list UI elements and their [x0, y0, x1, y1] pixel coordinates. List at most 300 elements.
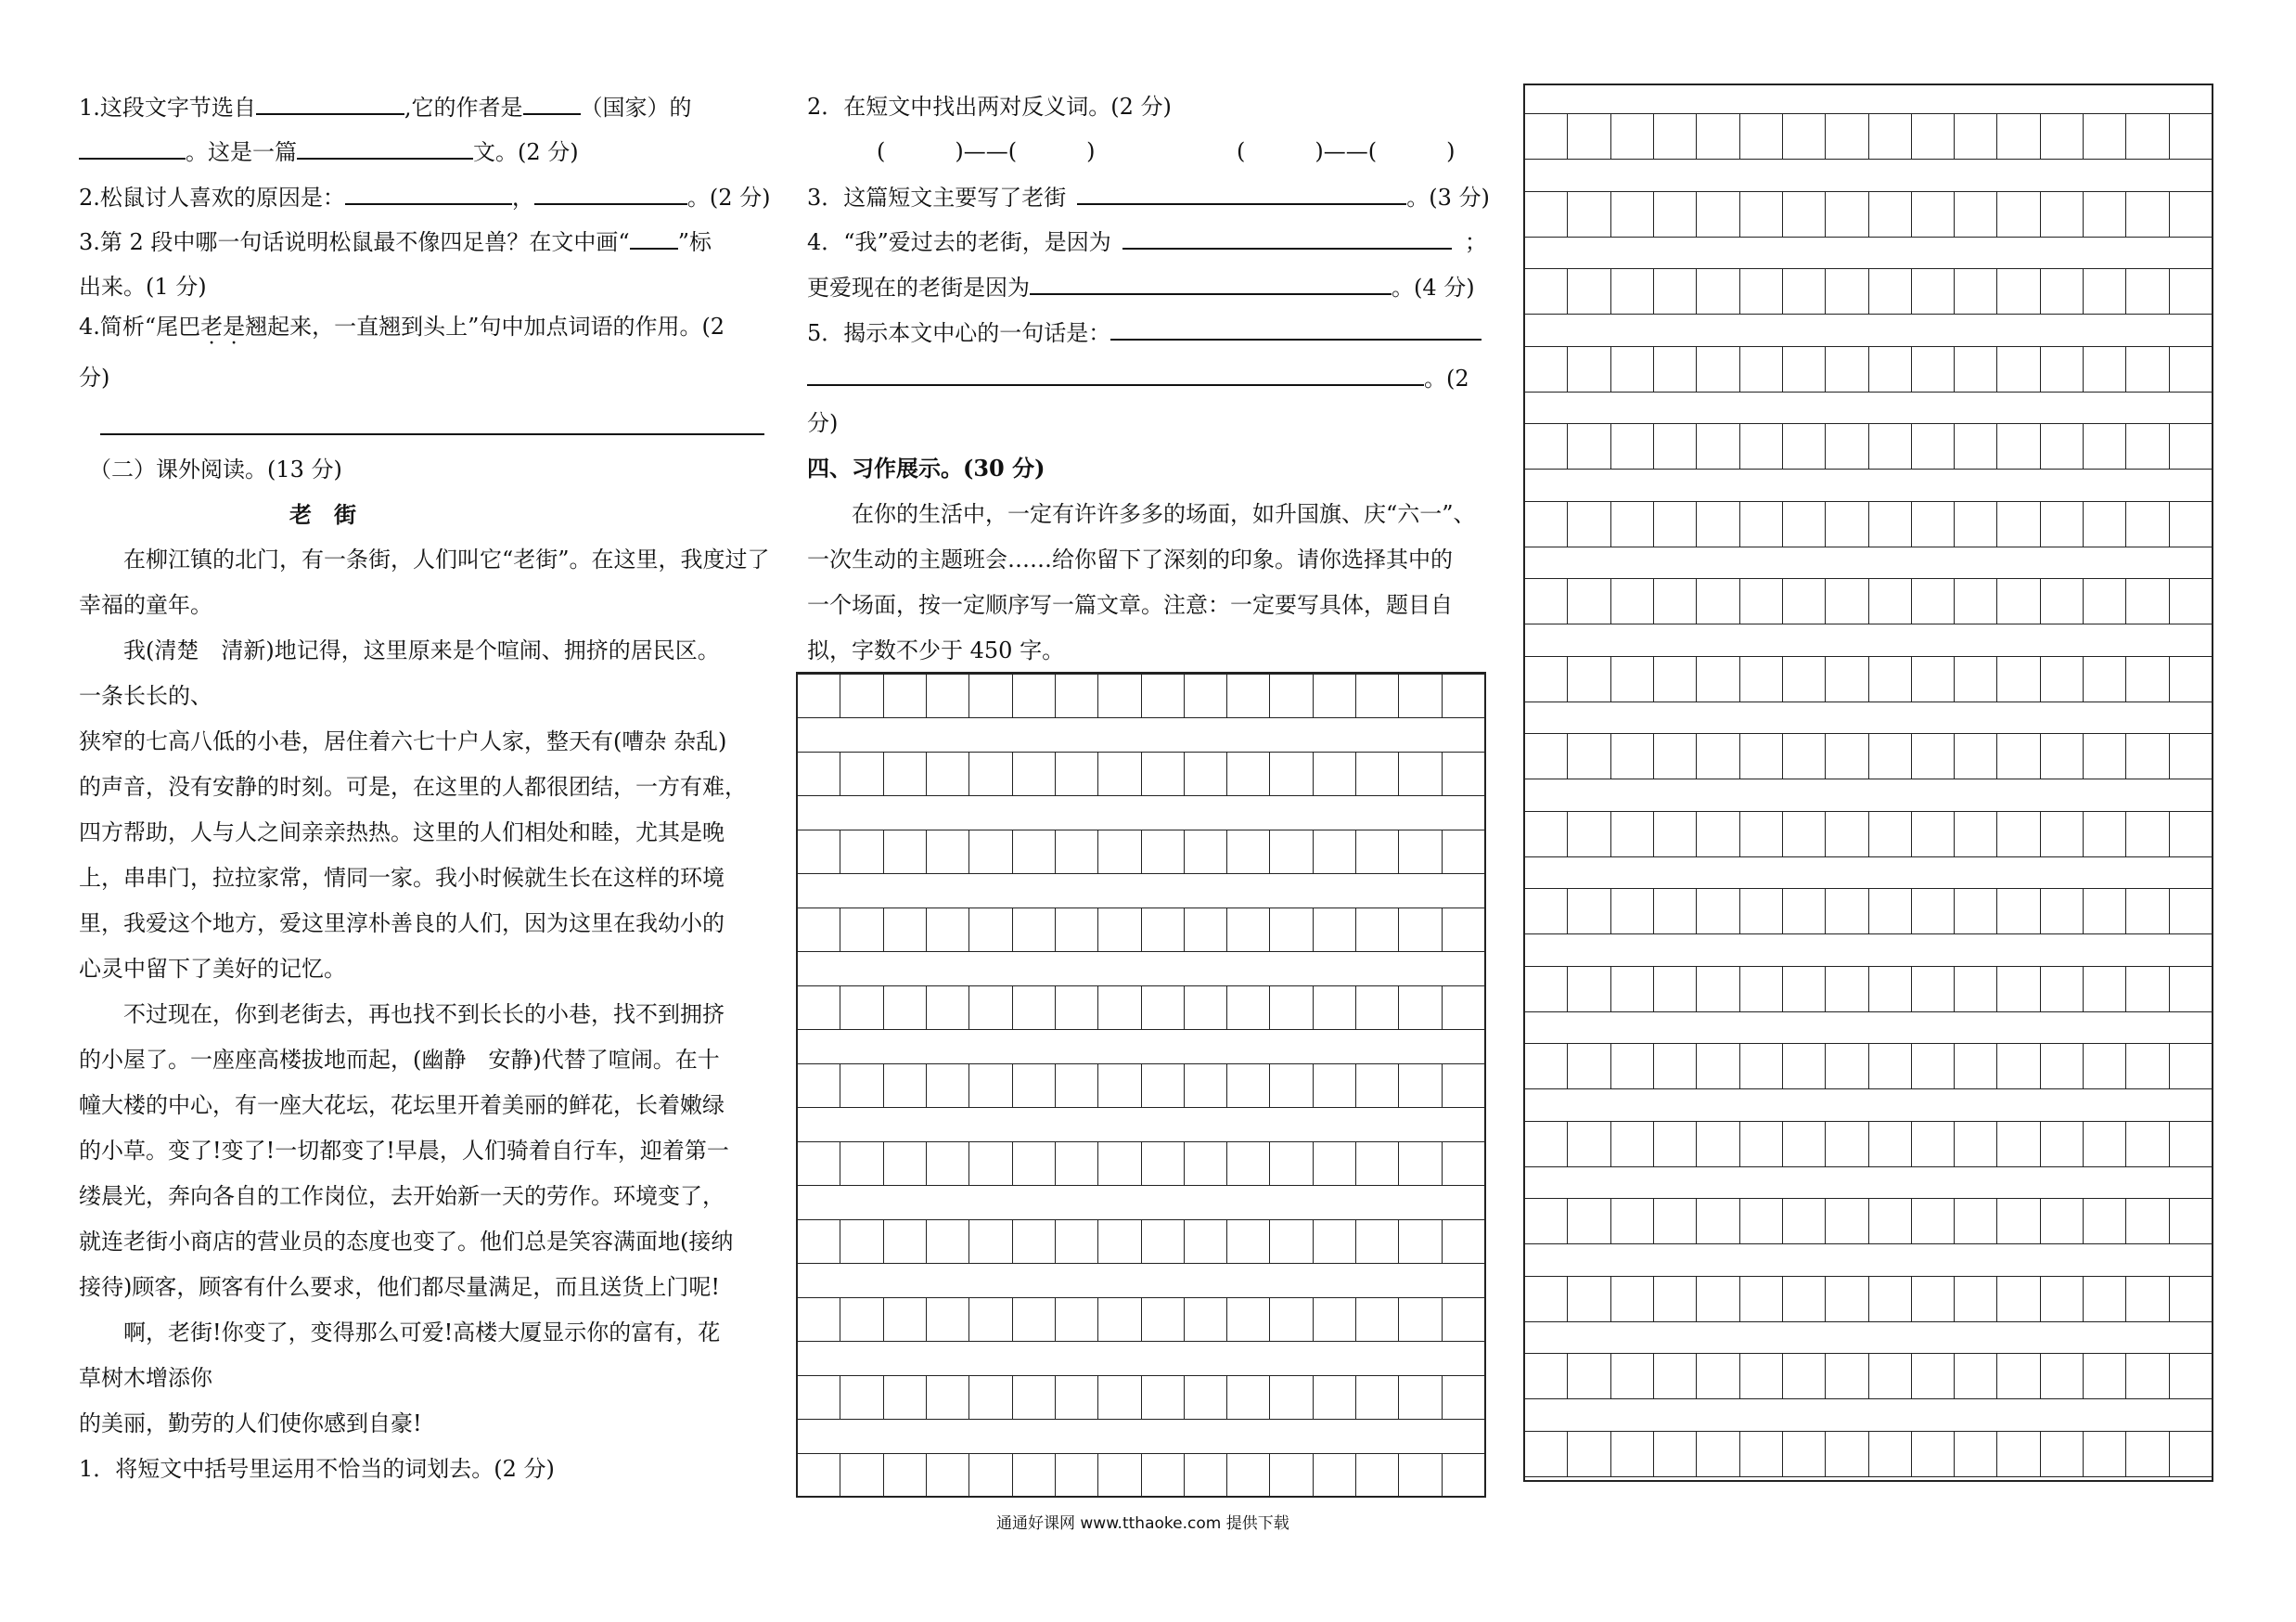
grid-cell[interactable] — [1911, 1431, 1954, 1477]
grid-cell[interactable] — [1442, 674, 1484, 718]
grid-cell[interactable] — [1653, 268, 1696, 315]
grid-cell[interactable] — [1610, 423, 1653, 470]
grid-cell[interactable] — [2169, 501, 2212, 547]
grid-cell[interactable] — [1184, 1063, 1226, 1108]
grid-cell[interactable] — [1868, 733, 1911, 779]
grid-cell[interactable] — [1525, 1121, 1567, 1167]
grid-cell[interactable] — [1141, 1063, 1184, 1108]
grid-cell[interactable] — [1868, 1043, 1911, 1089]
grid-cell[interactable] — [1739, 733, 1782, 779]
grid-cell[interactable] — [926, 1219, 968, 1264]
grid-cell[interactable] — [1825, 888, 1867, 934]
grid-cell[interactable] — [2125, 268, 2168, 315]
grid-cell[interactable] — [1954, 1198, 1996, 1244]
grid-cell[interactable] — [1269, 1375, 1312, 1420]
grid-cell[interactable] — [2169, 733, 2212, 779]
grid-cell[interactable] — [2040, 578, 2083, 624]
antonym-pair-2[interactable]: ( )——( ) — [1237, 138, 1456, 164]
answer-blank[interactable] — [256, 93, 404, 115]
grid-cell[interactable] — [1055, 985, 1097, 1030]
grid-cell[interactable] — [1825, 1043, 1867, 1089]
grid-cell[interactable] — [1954, 1353, 1996, 1399]
grid-cell[interactable] — [1442, 830, 1484, 874]
grid-cell[interactable] — [1226, 908, 1269, 952]
grid-cell[interactable] — [1696, 191, 1738, 238]
grid-cell[interactable] — [1398, 1297, 1441, 1342]
grid-cell[interactable] — [1696, 1198, 1738, 1244]
grid-cell[interactable] — [798, 674, 840, 718]
grid-cell[interactable] — [1610, 1198, 1653, 1244]
grid-cell[interactable] — [1141, 908, 1184, 952]
grid-cell[interactable] — [2083, 888, 2125, 934]
grid-cell[interactable] — [1996, 1276, 2039, 1322]
grid-cell[interactable] — [1567, 191, 1610, 238]
grid-cell[interactable] — [2083, 113, 2125, 160]
grid-cell[interactable] — [1141, 674, 1184, 718]
grid-cell[interactable] — [1567, 423, 1610, 470]
grid-cell[interactable] — [1525, 1431, 1567, 1477]
grid-cell[interactable] — [1996, 1121, 2039, 1167]
grid-cell[interactable] — [1525, 1276, 1567, 1322]
grid-cell[interactable] — [798, 830, 840, 874]
grid-cell[interactable] — [1055, 830, 1097, 874]
grid-cell[interactable] — [1226, 1297, 1269, 1342]
grid-cell[interactable] — [1696, 346, 1738, 393]
grid-cell[interactable] — [1226, 1141, 1269, 1186]
grid-cell[interactable] — [1355, 1063, 1398, 1108]
grid-cell[interactable] — [2125, 1353, 2168, 1399]
grid-cell[interactable] — [798, 752, 840, 796]
grid-cell[interactable] — [1610, 811, 1653, 857]
grid-cell[interactable] — [1825, 1353, 1867, 1399]
grid-cell[interactable] — [1141, 752, 1184, 796]
grid-cell[interactable] — [1911, 578, 1954, 624]
grid-cell[interactable] — [2040, 423, 2083, 470]
grid-cell[interactable] — [926, 1375, 968, 1420]
grid-cell[interactable] — [1097, 830, 1140, 874]
grid-cell[interactable] — [1567, 578, 1610, 624]
grid-cell[interactable] — [1097, 908, 1140, 952]
grid-cell[interactable] — [1653, 1276, 1696, 1322]
grid-cell[interactable] — [1012, 908, 1055, 952]
grid-cell[interactable] — [1610, 966, 1653, 1012]
grid-cell[interactable] — [1226, 830, 1269, 874]
grid-cell[interactable] — [926, 1453, 968, 1498]
grid-cell[interactable] — [1696, 1043, 1738, 1089]
grid-cell[interactable] — [1954, 268, 1996, 315]
grid-cell[interactable] — [1355, 830, 1398, 874]
grid-cell[interactable] — [1996, 346, 2039, 393]
grid-cell[interactable] — [1696, 1276, 1738, 1322]
grid-cell[interactable] — [1653, 888, 1696, 934]
grid-cell[interactable] — [1525, 501, 1567, 547]
grid-cell[interactable] — [1653, 578, 1696, 624]
grid-cell[interactable] — [2083, 1353, 2125, 1399]
grid-cell[interactable] — [1782, 966, 1825, 1012]
grid-cell[interactable] — [1996, 578, 2039, 624]
grid-cell[interactable] — [1954, 1043, 1996, 1089]
grid-cell[interactable] — [1868, 1121, 1911, 1167]
grid-cell[interactable] — [1226, 752, 1269, 796]
grid-cell[interactable] — [1610, 1043, 1653, 1089]
grid-cell[interactable] — [2125, 1276, 2168, 1322]
grid-cell[interactable] — [926, 752, 968, 796]
grid-cell[interactable] — [2169, 113, 2212, 160]
grid-cell[interactable] — [2040, 191, 2083, 238]
grid-cell[interactable] — [1911, 423, 1954, 470]
grid-cell[interactable] — [1739, 578, 1782, 624]
grid-cell[interactable] — [1313, 830, 1355, 874]
grid-cell[interactable] — [1739, 268, 1782, 315]
grid-cell[interactable] — [2169, 966, 2212, 1012]
grid-cell[interactable] — [1525, 113, 1567, 160]
grid-cell[interactable] — [840, 1219, 882, 1264]
grid-cell[interactable] — [1868, 346, 1911, 393]
grid-cell[interactable] — [926, 1297, 968, 1342]
grid-cell[interactable] — [1355, 674, 1398, 718]
grid-cell[interactable] — [2040, 1276, 2083, 1322]
grid-cell[interactable] — [1442, 1063, 1484, 1108]
grid-cell[interactable] — [1653, 1431, 1696, 1477]
grid-cell[interactable] — [1653, 113, 1696, 160]
grid-cell[interactable] — [2169, 346, 2212, 393]
grid-cell[interactable] — [883, 674, 926, 718]
answer-blank[interactable] — [79, 137, 186, 160]
grid-cell[interactable] — [1141, 1375, 1184, 1420]
grid-cell[interactable] — [2125, 578, 2168, 624]
grid-cell[interactable] — [883, 1141, 926, 1186]
grid-cell[interactable] — [1355, 1375, 1398, 1420]
grid-cell[interactable] — [1739, 1198, 1782, 1244]
grid-cell[interactable] — [1567, 501, 1610, 547]
grid-cell[interactable] — [2040, 966, 2083, 1012]
grid-cell[interactable] — [2083, 656, 2125, 702]
grid-cell[interactable] — [1868, 1431, 1911, 1477]
grid-cell[interactable] — [1567, 811, 1610, 857]
grid-cell[interactable] — [1313, 1375, 1355, 1420]
grid-cell[interactable] — [926, 1141, 968, 1186]
grid-cell[interactable] — [1525, 1353, 1567, 1399]
grid-cell[interactable] — [840, 1141, 882, 1186]
grid-cell[interactable] — [883, 1063, 926, 1108]
grid-cell[interactable] — [1782, 1431, 1825, 1477]
grid-cell[interactable] — [1525, 888, 1567, 934]
grid-cell[interactable] — [1610, 1431, 1653, 1477]
grid-cell[interactable] — [1868, 888, 1911, 934]
grid-cell[interactable] — [1954, 113, 1996, 160]
grid-cell[interactable] — [2040, 1121, 2083, 1167]
grid-cell[interactable] — [840, 1375, 882, 1420]
grid-cell[interactable] — [1954, 733, 1996, 779]
grid-cell[interactable] — [1012, 985, 1055, 1030]
grid-cell[interactable] — [1954, 191, 1996, 238]
grid-cell[interactable] — [1398, 1141, 1441, 1186]
grid-cell[interactable] — [2083, 1043, 2125, 1089]
grid-cell[interactable] — [1269, 1141, 1312, 1186]
grid-cell[interactable] — [798, 1141, 840, 1186]
grid-cell[interactable] — [1868, 656, 1911, 702]
grid-cell[interactable] — [1911, 1276, 1954, 1322]
grid-cell[interactable] — [1055, 1453, 1097, 1498]
grid-cell[interactable] — [1567, 268, 1610, 315]
grid-cell[interactable] — [2083, 501, 2125, 547]
grid-cell[interactable] — [1911, 1353, 1954, 1399]
grid-cell[interactable] — [1141, 1453, 1184, 1498]
grid-cell[interactable] — [968, 752, 1011, 796]
grid-cell[interactable] — [2040, 811, 2083, 857]
grid-cell[interactable] — [1442, 985, 1484, 1030]
grid-cell[interactable] — [1739, 966, 1782, 1012]
grid-cell[interactable] — [2125, 1043, 2168, 1089]
grid-cell[interactable] — [1653, 501, 1696, 547]
grid-cell[interactable] — [1184, 1141, 1226, 1186]
grid-cell[interactable] — [2169, 191, 2212, 238]
grid-cell[interactable] — [1996, 1353, 2039, 1399]
grid-cell[interactable] — [1355, 1297, 1398, 1342]
grid-cell[interactable] — [1996, 268, 2039, 315]
grid-cell[interactable] — [840, 985, 882, 1030]
grid-cell[interactable] — [1868, 811, 1911, 857]
grid-cell[interactable] — [2169, 268, 2212, 315]
grid-cell[interactable] — [1696, 733, 1738, 779]
grid-cell[interactable] — [2125, 733, 2168, 779]
grid-cell[interactable] — [1012, 1219, 1055, 1264]
grid-cell[interactable] — [1653, 966, 1696, 1012]
grid-cell[interactable] — [1653, 733, 1696, 779]
grid-cell[interactable] — [1567, 113, 1610, 160]
grid-cell[interactable] — [1911, 1121, 1954, 1167]
grid-cell[interactable] — [1911, 1043, 1954, 1089]
grid-cell[interactable] — [2083, 1121, 2125, 1167]
grid-cell[interactable] — [1996, 656, 2039, 702]
grid-cell[interactable] — [798, 1297, 840, 1342]
grid-cell[interactable] — [1782, 578, 1825, 624]
grid-cell[interactable] — [840, 1297, 882, 1342]
grid-cell[interactable] — [1954, 346, 1996, 393]
grid-cell[interactable] — [1825, 423, 1867, 470]
grid-cell[interactable] — [1782, 113, 1825, 160]
grid-cell[interactable] — [1141, 985, 1184, 1030]
grid-cell[interactable] — [1355, 985, 1398, 1030]
grid-cell[interactable] — [1825, 113, 1867, 160]
grid-cell[interactable] — [1567, 1198, 1610, 1244]
grid-cell[interactable] — [1696, 578, 1738, 624]
grid-cell[interactable] — [1825, 501, 1867, 547]
grid-cell[interactable] — [2083, 268, 2125, 315]
grid-cell[interactable] — [1696, 1121, 1738, 1167]
grid-cell[interactable] — [1567, 1121, 1610, 1167]
grid-cell[interactable] — [1868, 501, 1911, 547]
grid-cell[interactable] — [1442, 1375, 1484, 1420]
grid-cell[interactable] — [1055, 752, 1097, 796]
grid-cell[interactable] — [883, 1375, 926, 1420]
grid-cell[interactable] — [798, 1219, 840, 1264]
grid-cell[interactable] — [883, 752, 926, 796]
grid-cell[interactable] — [1610, 268, 1653, 315]
grid-cell[interactable] — [1055, 1063, 1097, 1108]
grid-cell[interactable] — [1868, 1353, 1911, 1399]
grid-cell[interactable] — [1782, 811, 1825, 857]
grid-cell[interactable] — [2125, 1431, 2168, 1477]
grid-cell[interactable] — [2083, 191, 2125, 238]
grid-cell[interactable] — [2040, 1198, 2083, 1244]
grid-cell[interactable] — [2169, 578, 2212, 624]
grid-cell[interactable] — [1097, 1375, 1140, 1420]
grid-cell[interactable] — [1782, 1276, 1825, 1322]
grid-cell[interactable] — [1696, 113, 1738, 160]
grid-cell[interactable] — [1355, 1453, 1398, 1498]
grid-cell[interactable] — [1355, 1141, 1398, 1186]
grid-cell[interactable] — [1442, 752, 1484, 796]
grid-cell[interactable] — [968, 1219, 1011, 1264]
grid-cell[interactable] — [1313, 1219, 1355, 1264]
grid-cell[interactable] — [2083, 423, 2125, 470]
grid-cell[interactable] — [1012, 1375, 1055, 1420]
grid-cell[interactable] — [1954, 1121, 1996, 1167]
grid-cell[interactable] — [1141, 1297, 1184, 1342]
grid-cell[interactable] — [2083, 733, 2125, 779]
grid-cell[interactable] — [926, 985, 968, 1030]
grid-cell[interactable] — [1055, 674, 1097, 718]
answer-blank[interactable] — [1030, 273, 1392, 295]
grid-cell[interactable] — [1739, 1276, 1782, 1322]
grid-cell[interactable] — [1911, 888, 1954, 934]
grid-cell[interactable] — [1269, 908, 1312, 952]
grid-cell[interactable] — [1097, 1141, 1140, 1186]
grid-cell[interactable] — [2083, 1198, 2125, 1244]
grid-cell[interactable] — [1782, 656, 1825, 702]
grid-cell[interactable] — [1226, 1219, 1269, 1264]
grid-cell[interactable] — [1184, 985, 1226, 1030]
grid-cell[interactable] — [1567, 733, 1610, 779]
grid-cell[interactable] — [1696, 423, 1738, 470]
grid-cell[interactable] — [1097, 752, 1140, 796]
grid-cell[interactable] — [1868, 966, 1911, 1012]
grid-cell[interactable] — [2040, 268, 2083, 315]
answer-blank[interactable] — [807, 364, 1424, 386]
grid-cell[interactable] — [1055, 1219, 1097, 1264]
grid-cell[interactable] — [1954, 811, 1996, 857]
grid-cell[interactable] — [2040, 1043, 2083, 1089]
grid-cell[interactable] — [1442, 1453, 1484, 1498]
grid-cell[interactable] — [1911, 811, 1954, 857]
grid-cell[interactable] — [1269, 752, 1312, 796]
grid-cell[interactable] — [1097, 985, 1140, 1030]
grid-cell[interactable] — [1825, 346, 1867, 393]
grid-cell[interactable] — [1825, 656, 1867, 702]
grid-cell[interactable] — [1525, 423, 1567, 470]
grid-cell[interactable] — [1954, 578, 1996, 624]
grid-cell[interactable] — [1269, 985, 1312, 1030]
grid-cell[interactable] — [2040, 888, 2083, 934]
grid-cell[interactable] — [1012, 752, 1055, 796]
grid-cell[interactable] — [1610, 578, 1653, 624]
grid-cell[interactable] — [1226, 1453, 1269, 1498]
grid-cell[interactable] — [1739, 888, 1782, 934]
grid-cell[interactable] — [2040, 1431, 2083, 1477]
composition-grid-right[interactable] — [1523, 84, 2213, 1482]
grid-cell[interactable] — [2169, 1121, 2212, 1167]
grid-cell[interactable] — [1653, 656, 1696, 702]
grid-cell[interactable] — [1567, 1043, 1610, 1089]
grid-cell[interactable] — [1097, 1297, 1140, 1342]
grid-cell[interactable] — [1696, 1431, 1738, 1477]
grid-cell[interactable] — [1911, 346, 1954, 393]
answer-blank[interactable] — [345, 183, 512, 205]
grid-cell[interactable] — [1996, 811, 2039, 857]
grid-cell[interactable] — [1911, 113, 1954, 160]
grid-cell[interactable] — [1825, 811, 1867, 857]
grid-cell[interactable] — [1525, 966, 1567, 1012]
grid-cell[interactable] — [1739, 1431, 1782, 1477]
grid-cell[interactable] — [1782, 1198, 1825, 1244]
grid-cell[interactable] — [1610, 1276, 1653, 1322]
grid-cell[interactable] — [1355, 908, 1398, 952]
grid-cell[interactable] — [2169, 1353, 2212, 1399]
grid-cell[interactable] — [1696, 1353, 1738, 1399]
grid-cell[interactable] — [968, 1375, 1011, 1420]
grid-cell[interactable] — [840, 830, 882, 874]
grid-cell[interactable] — [1911, 1198, 1954, 1244]
grid-cell[interactable] — [2083, 1431, 2125, 1477]
grid-cell[interactable] — [840, 752, 882, 796]
grid-cell[interactable] — [1610, 888, 1653, 934]
grid-cell[interactable] — [1653, 191, 1696, 238]
grid-cell[interactable] — [968, 1453, 1011, 1498]
grid-cell[interactable] — [1825, 733, 1867, 779]
grid-cell[interactable] — [1184, 752, 1226, 796]
grid-cell[interactable] — [1226, 985, 1269, 1030]
grid-cell[interactable] — [1911, 501, 1954, 547]
grid-cell[interactable] — [1825, 1276, 1867, 1322]
grid-cell[interactable] — [1012, 1063, 1055, 1108]
grid-cell[interactable] — [840, 1063, 882, 1108]
grid-cell[interactable] — [1184, 1375, 1226, 1420]
grid-cell[interactable] — [1954, 501, 1996, 547]
grid-cell[interactable] — [1398, 1063, 1441, 1108]
grid-cell[interactable] — [883, 908, 926, 952]
grid-cell[interactable] — [968, 985, 1011, 1030]
grid-cell[interactable] — [2125, 191, 2168, 238]
grid-cell[interactable] — [2040, 346, 2083, 393]
grid-cell[interactable] — [1739, 346, 1782, 393]
grid-cell[interactable] — [1954, 423, 1996, 470]
grid-cell[interactable] — [840, 674, 882, 718]
grid-cell[interactable] — [1398, 752, 1441, 796]
grid-cell[interactable] — [2125, 811, 2168, 857]
grid-cell[interactable] — [1696, 888, 1738, 934]
grid-cell[interactable] — [1954, 966, 1996, 1012]
grid-cell[interactable] — [1141, 1141, 1184, 1186]
answer-blank[interactable] — [523, 93, 581, 115]
grid-cell[interactable] — [1398, 985, 1441, 1030]
grid-cell[interactable] — [1269, 1063, 1312, 1108]
grid-cell[interactable] — [1653, 1043, 1696, 1089]
grid-cell[interactable] — [798, 908, 840, 952]
grid-cell[interactable] — [1313, 752, 1355, 796]
answer-line[interactable] — [100, 433, 764, 435]
grid-cell[interactable] — [1442, 1219, 1484, 1264]
grid-cell[interactable] — [2125, 966, 2168, 1012]
grid-cell[interactable] — [1782, 423, 1825, 470]
grid-cell[interactable] — [1653, 1198, 1696, 1244]
grid-cell[interactable] — [1739, 191, 1782, 238]
grid-cell[interactable] — [1610, 1353, 1653, 1399]
grid-cell[interactable] — [1184, 830, 1226, 874]
grid-cell[interactable] — [1525, 191, 1567, 238]
grid-cell[interactable] — [1567, 1276, 1610, 1322]
grid-cell[interactable] — [1739, 113, 1782, 160]
